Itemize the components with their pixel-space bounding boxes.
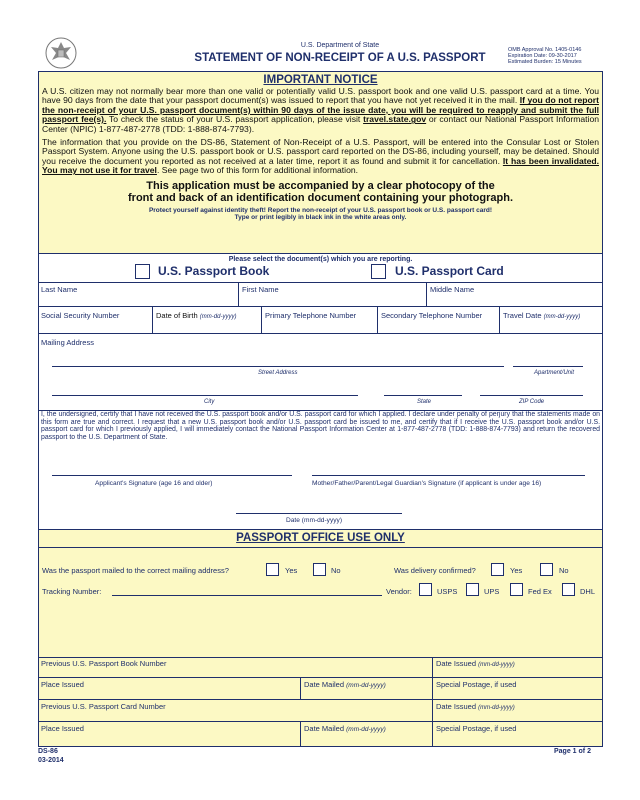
- book-date-issued-format: (mm-dd-yyyy): [478, 662, 515, 668]
- vendor-label: Vendor:: [386, 587, 412, 596]
- department-label: U.S. Department of State: [300, 42, 380, 49]
- card-place-issued-label: Place Issued: [41, 724, 84, 733]
- usps-checkbox[interactable]: [419, 583, 432, 596]
- state-department-seal: [44, 36, 78, 70]
- city-caption: City: [204, 399, 215, 405]
- street-address-line[interactable]: [52, 366, 504, 367]
- ink-instruction: Type or print legibly in black ink in the white areas only.: [234, 213, 407, 221]
- travel-state-gov-link[interactable]: travel.state.gov: [363, 114, 427, 125]
- delivery-question: Was delivery confirmed?: [394, 566, 476, 575]
- passport-book-checkbox[interactable]: [135, 264, 150, 279]
- passport-book-label: U.S. Passport Book: [158, 264, 270, 278]
- mailed-yes-checkbox[interactable]: [266, 563, 279, 576]
- mailed-question: Was the passport mailed to the correct mailing address?: [42, 566, 229, 575]
- last-name-label: Last Name: [41, 285, 78, 294]
- signature-date-caption: Date (mm-dd-yyyy): [286, 517, 343, 524]
- primary-phone-label: Primary Telephone Number: [265, 311, 357, 320]
- zip-line[interactable]: [480, 395, 583, 396]
- book-place-issued-label: Place Issued: [41, 680, 84, 689]
- dob-format: (mm-dd-yyyy): [199, 314, 237, 320]
- mailing-address-label: Mailing Address: [41, 338, 94, 347]
- omb-approval: OMB Approval No. 1405-0146: [508, 47, 582, 53]
- primary-phone-field[interactable]: [262, 307, 378, 334]
- card-date-mailed-field[interactable]: [301, 722, 433, 747]
- delivery-no-checkbox[interactable]: [540, 563, 553, 576]
- fedex-label: Fed Ex: [528, 587, 552, 596]
- city-line[interactable]: [52, 395, 358, 396]
- usps-label: USPS: [437, 587, 458, 596]
- signature-date-line[interactable]: [236, 513, 402, 514]
- tracking-label: Tracking Number:: [42, 587, 102, 596]
- travel-date-label: Travel Date: [503, 311, 542, 320]
- notice-paragraph-1: [42, 87, 599, 134]
- travel-date-format: (mm-dd-yyyy): [543, 314, 581, 320]
- mailed-no-label: No: [331, 566, 341, 575]
- book-date-issued-field[interactable]: [433, 657, 603, 678]
- dob-label: Date of Birth: [156, 311, 198, 320]
- book-special-postage-label: Special Postage, if used: [436, 680, 517, 689]
- prev-card-number-field[interactable]: [38, 700, 433, 722]
- guardian-signature-line[interactable]: [312, 475, 585, 476]
- guardian-signature-caption: Mother/Father/Parent/Legal Guardian's Signature (if applicant is under age 16): [312, 480, 542, 487]
- middle-name-field[interactable]: [427, 283, 603, 307]
- card-date-issued-label: Date Issued: [436, 702, 477, 711]
- book-date-mailed-format: (mm-dd-yyyy): [346, 682, 386, 689]
- card-date-mailed-format: (mm-dd-yyyy): [346, 726, 386, 733]
- document-selection-box: [38, 254, 603, 283]
- ups-label: UPS: [484, 587, 500, 596]
- notice-p1-warning: If you do not report the non-receipt of your U.S. passport document(s) within 90 days of the issue date, you will be required to reapply and submit the full passport fee(s).: [42, 95, 599, 125]
- passport-card-checkbox[interactable]: [371, 264, 386, 279]
- omb-burden: Estimated Burden: 15 Minutes: [508, 59, 582, 65]
- office-use-heading: PASSPORT OFFICE USE ONLY: [236, 532, 405, 544]
- applicant-signature-caption: Applicant's Signature (age 16 and older): [95, 480, 213, 487]
- prev-book-number-field[interactable]: [38, 657, 433, 678]
- secondary-phone-field[interactable]: [378, 307, 500, 334]
- identity-theft-note: Protect yourself against identity theft! Report the non-receipt of your U.S. passport book or U.S. passport card!: [148, 206, 493, 214]
- form-number: DS-86: [38, 748, 58, 755]
- ssn-label: Social Security Number: [41, 311, 120, 320]
- passport-card-label: U.S. Passport Card: [395, 264, 504, 278]
- dhl-checkbox[interactable]: [562, 583, 575, 596]
- dhl-label: DHL: [580, 587, 596, 596]
- prev-card-label: Previous U.S. Passport Card Number: [41, 702, 166, 711]
- book-date-mailed-label: Date Mailed: [304, 680, 345, 689]
- state-caption: State: [417, 399, 432, 405]
- fedex-checkbox[interactable]: [510, 583, 523, 596]
- omb-block: [508, 47, 582, 65]
- book-date-issued-label: Date Issued: [436, 659, 477, 668]
- last-name-field[interactable]: [38, 283, 239, 307]
- photocopy-line-1: This application must be accompanied by a clear photocopy of the: [146, 179, 495, 192]
- book-date-mailed-field[interactable]: [301, 678, 433, 700]
- delivery-yes-checkbox[interactable]: [491, 563, 504, 576]
- middle-name-label: Middle Name: [430, 285, 475, 294]
- applicant-signature-line[interactable]: [52, 475, 292, 476]
- photocopy-line-2: front and back of an identification document containing your photograph.: [128, 191, 513, 204]
- mailed-no-checkbox[interactable]: [313, 563, 326, 576]
- important-notice-box: [38, 71, 603, 254]
- notice-paragraph-2: [42, 138, 599, 176]
- notice-p1-text: A U.S. citizen may not normally bear more than one valid or potentially valid U.S. passport book and one valid U.S. passport card at a time. You have 90 days from the date that your passport document(s) was issued to report that you have not yet received it in the mail.: [42, 86, 599, 106]
- notice-heading: IMPORTANT NOTICE: [263, 74, 378, 86]
- ups-checkbox[interactable]: [466, 583, 479, 596]
- card-date-issued-field[interactable]: [433, 700, 603, 722]
- book-place-issued-field[interactable]: [38, 678, 301, 700]
- delivery-yes-label: Yes: [510, 566, 523, 575]
- apartment-line[interactable]: [513, 366, 583, 367]
- office-divider: [38, 547, 603, 548]
- omb-expiration: Expiration Date: 09-30-2017: [508, 53, 577, 59]
- page-number: Page 1 of 2: [554, 748, 591, 755]
- certification-text: I, the undersigned, certify that I have not received the U.S. passport book and/or U.S. passport card for which I applied. I declare under penalty of perjury that the statements made on this form are true and correct. I request that a new U.S. passport book and/or U.S. passport card be issued to me, and certify that if I receive the U.S. passport book and/or U.S. passport card for which I previously applied, I will immediately contact the National Passport Information Center at 1-877-487-2778 (TDD: 1-888-874-7793) and return the recovered passport to the U.S. Department of State.: [41, 411, 600, 441]
- book-special-postage-field[interactable]: [433, 678, 603, 700]
- tracking-number-line[interactable]: [112, 595, 382, 596]
- notice-p1-text-2: To check the status of your U.S. passport application, please visit: [106, 114, 364, 125]
- first-name-label: First Name: [242, 285, 279, 294]
- delivery-no-label: No: [559, 566, 569, 575]
- card-date-mailed-label: Date Mailed: [304, 724, 345, 733]
- prev-book-label: Previous U.S. Passport Book Number: [41, 659, 167, 668]
- notice-p2-text: The information that you provide on the DS-86, Statement of Non-Receipt of a U.S. Passport, will be entered into the Consular Lost or Stolen Passport System. Anyone using the U.S. passport book or U.S. passport card reported on the DS-86, including yourself, may be detained. Should you receive the document you reported as not received at a later time, report it as found and submit it for cancellation.: [42, 137, 599, 166]
- first-name-field[interactable]: [239, 283, 427, 307]
- ssn-field[interactable]: [38, 307, 153, 334]
- card-special-postage-label: Special Postage, if used: [436, 724, 517, 733]
- card-place-issued-field[interactable]: [38, 722, 301, 747]
- apartment-caption: Apartment/Unit: [534, 370, 575, 376]
- travel-date-field[interactable]: [500, 307, 603, 334]
- zip-caption: ZIP Code: [519, 399, 545, 405]
- card-special-postage-field[interactable]: [433, 722, 603, 747]
- card-date-issued-format: (mm-dd-yyyy): [478, 705, 515, 711]
- form-title: STATEMENT OF NON-RECEIPT OF A U.S. PASSPORT: [194, 52, 486, 64]
- photocopy-requirement: [39, 180, 602, 204]
- dob-field[interactable]: [153, 307, 262, 334]
- document-prompt: Please select the document(s) which you are reporting.: [228, 256, 413, 263]
- form-revision: 03-2014: [38, 757, 64, 764]
- notice-p2-warning: It has been invalidated. You may not use it for travel: [42, 155, 599, 176]
- state-line[interactable]: [384, 395, 462, 396]
- street-address-caption: Street Address: [258, 370, 298, 376]
- mailed-yes-label: Yes: [285, 566, 298, 575]
- notice-p2-text-2: . See page two of this form for additional information.: [156, 165, 359, 176]
- secondary-phone-label: Secondary Telephone Number: [381, 311, 483, 320]
- notice-p1-text-3: or contact our National Passport Information Center (NPIC) 1-877-487-2778 (TDD: 1-888-874-7793).: [42, 114, 600, 134]
